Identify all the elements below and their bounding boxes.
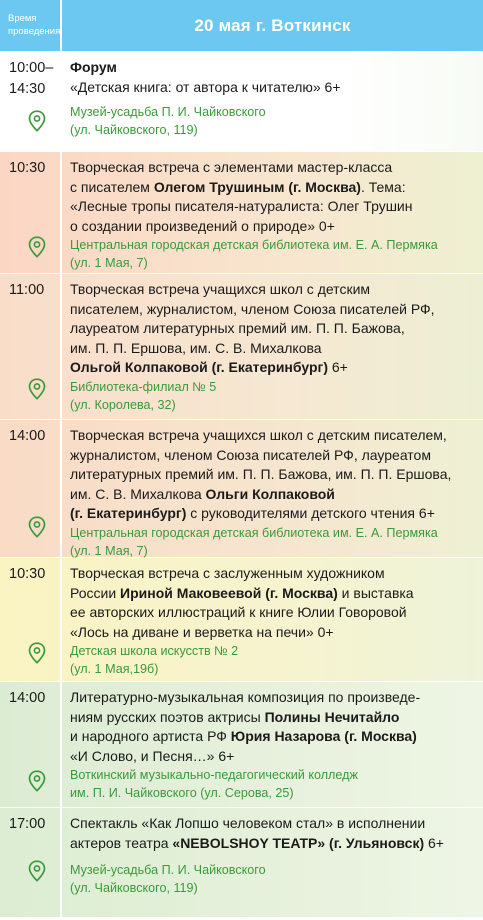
venue-name: Детская школа искусств № 2 xyxy=(70,644,239,659)
event-text-part: ниям русских поэтов актрисы xyxy=(70,708,265,725)
venue-address: (ул. 1 Мая, 7) xyxy=(70,256,148,271)
event-time-cell xyxy=(0,274,62,419)
time-header-line-1: Время xyxy=(8,13,37,24)
venue-address: им. П. И. Чайковского (ул. Серова, 25) xyxy=(70,786,294,801)
event-text-part: России xyxy=(70,584,121,601)
event-row-2 xyxy=(0,152,483,274)
event-text-line: Творческая встреча с заслуженным художником xyxy=(70,565,385,581)
location-pin-icon xyxy=(28,110,46,132)
venue-address: (ул. 1 Мая,19б) xyxy=(70,662,159,677)
event-text-line xyxy=(70,178,477,198)
event-time xyxy=(9,58,53,100)
location-pin-icon xyxy=(28,378,46,400)
venue-address: (ул. 1 Мая, 7) xyxy=(70,543,148,558)
event-person: Ольгой Колпаковой (г. Екатеринбург) xyxy=(70,359,328,376)
event-text-line: журналистом, членом Союза писателей РФ, лауреатом xyxy=(70,446,431,463)
event-description xyxy=(62,682,483,807)
event-time: 14:00 xyxy=(9,428,46,444)
event-text-line: «И Слово, и Песня…» 6+ xyxy=(70,747,235,764)
location-pin-icon xyxy=(28,516,46,538)
event-person: Юрия Назарова (г. Москва) xyxy=(230,728,417,745)
location-pin-icon xyxy=(28,236,46,258)
event-text-part: им. С. В. Михалкова xyxy=(70,485,206,502)
event-text-line: Литературно-музыкальная композиция по произведе- xyxy=(70,689,421,705)
event-row-4 xyxy=(0,420,483,558)
event-text-line: «Лесные тропы писателя-натуралиста: Олег Трушин xyxy=(70,198,413,215)
event-description xyxy=(62,152,483,273)
event-time-end: 14:30 xyxy=(9,81,46,97)
event-text-part: 6+ xyxy=(424,834,444,851)
event-description xyxy=(62,558,483,681)
event-person-city: (г. Екатеринбург) xyxy=(70,505,187,522)
event-text-line: о создании произведений о природе» 0+ xyxy=(70,217,335,234)
event-text-line: ее авторских иллюстраций к книге Юлии Говоровой xyxy=(70,604,407,621)
event-time: 11:00 xyxy=(9,282,45,298)
event-person: Ириной Маковеевой (г. Москва) xyxy=(120,584,338,601)
event-description xyxy=(62,274,483,419)
venue-address: (ул. Чайковского, 119) xyxy=(70,123,198,138)
event-text-line xyxy=(70,358,477,378)
event-row-7 xyxy=(0,808,483,918)
event-text-line: лауреатом литературных премий им. П. П. Бажова, xyxy=(70,320,405,337)
time-header-line-2: проведения xyxy=(8,26,61,37)
event-time-cell xyxy=(0,52,62,151)
event-text-line xyxy=(70,504,477,524)
event-text-line xyxy=(70,727,477,747)
event-text-line xyxy=(70,485,477,505)
event-time: 10:30 xyxy=(9,160,46,176)
event-row-3 xyxy=(0,274,483,420)
event-time-cell xyxy=(0,420,62,557)
event-time: 17:00 xyxy=(9,816,46,832)
location-pin-icon xyxy=(28,770,46,792)
event-description xyxy=(62,420,483,557)
event-time: 14:00 xyxy=(9,690,46,706)
event-theatre: «NEBOLSHOY TEATP» (г. Ульяновск) xyxy=(172,834,425,851)
event-time-cell xyxy=(0,682,62,807)
event-text-part: актеров театра xyxy=(70,834,173,851)
time-column-header xyxy=(0,0,62,51)
event-text-part: . Тема: xyxy=(360,178,406,195)
location-pin-icon xyxy=(28,642,46,664)
event-person: Ольги Колпаковой xyxy=(205,485,335,502)
event-title: Форум xyxy=(70,59,117,75)
date-city-title: 20 мая г. Воткинск xyxy=(194,15,351,35)
event-description xyxy=(62,52,483,151)
event-row-5 xyxy=(0,558,483,682)
event-text-line: писателем, журналистом, членом Союза писателей РФ, xyxy=(70,300,435,317)
venue-address: (ул. Королева, 32) xyxy=(70,397,176,412)
location-pin-icon xyxy=(28,860,46,882)
event-time-cell xyxy=(0,808,62,917)
event-text-line xyxy=(70,708,477,728)
event-text-part: и выставка xyxy=(337,584,414,601)
venue-name: Музей-усадьба П. И. Чайковского xyxy=(70,105,266,120)
event-text-part: и народного артиста РФ xyxy=(70,728,231,745)
event-time-cell xyxy=(0,152,62,273)
event-text-line: Творческая встреча учащихся школ с детским писателем, xyxy=(70,427,447,443)
event-text-line: литературных премий им. П. П. Бажова, им. П. П. Ершова, xyxy=(70,466,452,483)
venue-address: (ул. Чайковского, 119) xyxy=(70,881,198,896)
venue-name: Центральная городская детская библиотека им. Е. А. Пермяка xyxy=(70,238,438,253)
event-text-line: «Лось на диване и верветка на печи» 0+ xyxy=(70,623,334,640)
event-text-line xyxy=(70,834,477,854)
venue-name: Библиотека-филиал № 5 xyxy=(70,379,217,394)
event-text-line: Творческая встреча учащихся школ с детским xyxy=(70,281,371,297)
event-text-line xyxy=(70,584,477,604)
event-text-line: Творческая встреча с элементами мастер-класса xyxy=(70,159,393,175)
venue-name: Музей-усадьба П. И. Чайковского xyxy=(70,863,266,878)
event-row-6 xyxy=(0,682,483,808)
event-person: Олегом Трушиным (г. Москва) xyxy=(153,178,361,195)
event-time-start: 10:00– xyxy=(9,60,54,76)
event-description xyxy=(62,808,483,917)
event-time: 10:30 xyxy=(9,566,46,582)
venue-name: Центральная городская детская библиотека им. Е. А. Пермяка xyxy=(70,525,438,540)
event-row-1 xyxy=(0,52,483,152)
event-time-cell xyxy=(0,558,62,681)
event-text-part: с руководителями детского чтения 6+ xyxy=(186,505,435,522)
event-text-part: с писателем xyxy=(70,178,154,195)
event-text-line: им. П. П. Ершова, им. С. В. Михалкова xyxy=(70,339,322,356)
venue-name: Воткинский музыкально-педагогический колледж xyxy=(70,768,358,783)
event-text-line: «Детская книга: от автора к читателю» 6+ xyxy=(70,78,341,95)
schedule-header xyxy=(0,0,483,52)
event-person: Полины Нечитайло xyxy=(264,708,400,725)
event-text-part: 6+ xyxy=(328,359,348,376)
event-text-line: Спектакль «Как Лопшо человеком стал» в исполнении xyxy=(70,815,426,831)
